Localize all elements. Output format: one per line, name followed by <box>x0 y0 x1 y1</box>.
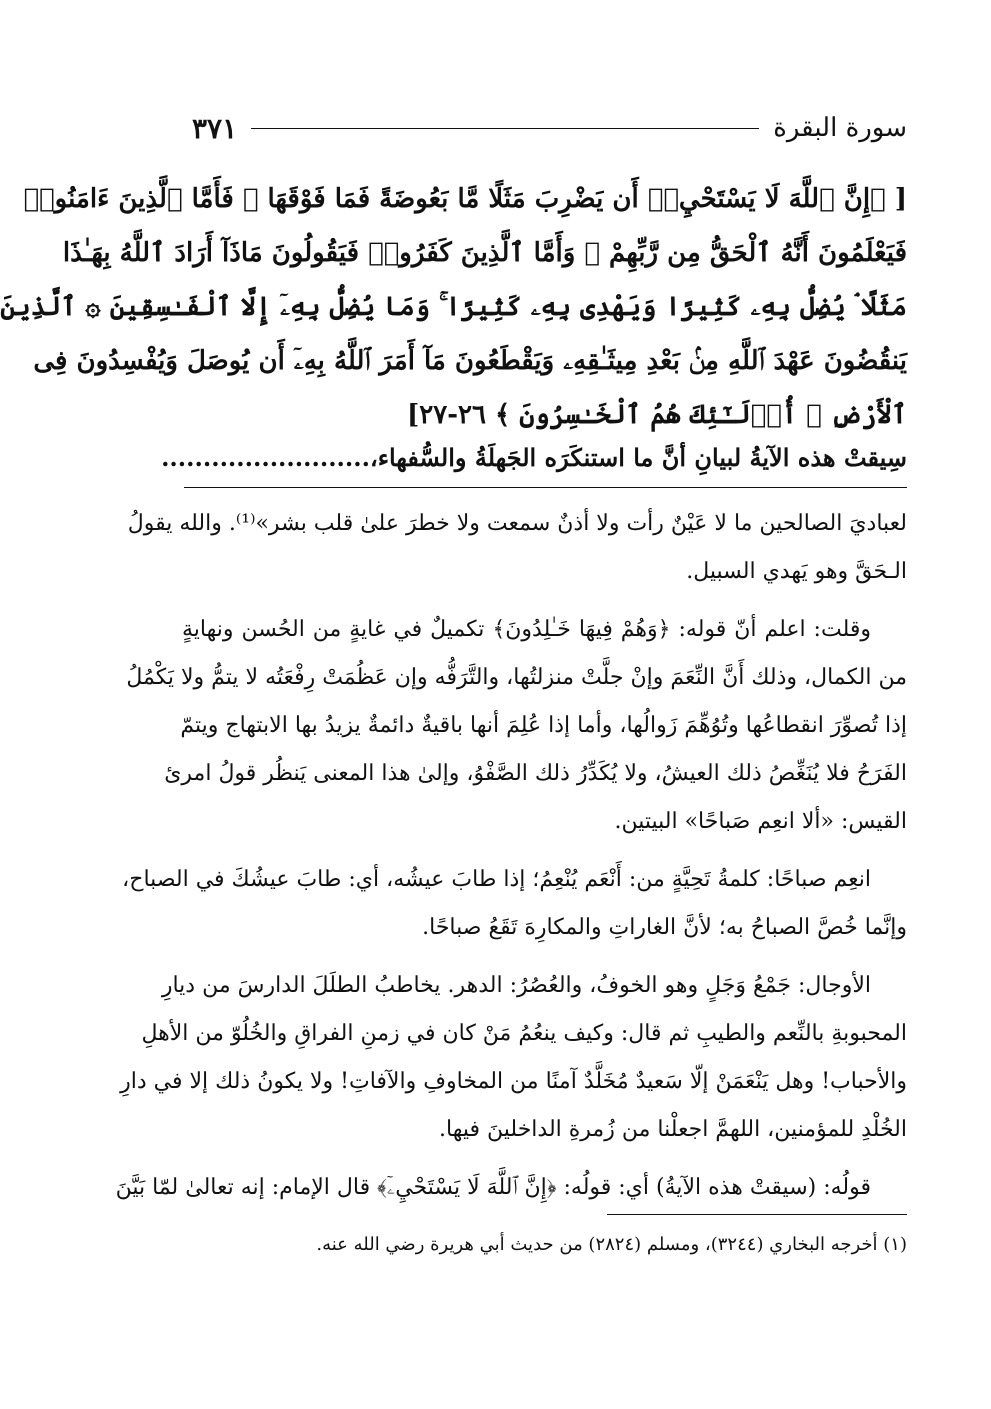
commentary-line: الفَرَحُ فلا يُنَغِّصُ ذلك العيشُ، ولا يُكَدِّرُ ذلك الصَّفْوُ، وإلىٰ هذا المعنى يَنظُر قولُ امرئ <box>164 761 907 786</box>
footnote-divider <box>607 1214 907 1215</box>
main-text-line: سِيقتْ هذه الآيةُ لبيانِ أنَّ ما استنكَرَه الجَهلَةُ والسُّفهاء،......................... <box>161 443 907 472</box>
commentary-block <box>115 500 907 1212</box>
commentary-line: إذا تُصوِّرَ انقطاعُها وتُوُهِّمَ زَوالُها، وأما إذا عُلِمَ أنها باقيةٌ دائمةٌ يزيدُ بها الابتهاج ويتمّ <box>180 713 907 738</box>
commentary-line: والأحباب! وهل يَنْعَمَنْ إلّا سَعيدٌ مُخَلَّدٌ آمنًا من المخاوفِ والآفاتِ! ولا يكونُ ذلك إلا في دارِ <box>120 1069 907 1094</box>
verse-line: فَيَعْلَمُونَ أَنَّهُ ٱلْحَقُّ مِن رَّبِّهِمْ ۖ وَأَمَّا ٱلَّذِينَ كَفَرُوا۟ فَيَقُولُونَ مَاذَآ أَرَادَ ٱللَّهُ بِهَـٰذَا <box>62 238 907 268</box>
commentary-line: لعباديَ الصالحين ما لا عَيْنٌ رأت ولا أذنٌ سمعت ولا خطرَ علىٰ قلب بشر»⁽¹⁾. والله يقولُ <box>127 511 907 536</box>
paragraph-gap <box>182 846 907 856</box>
verse-line: يَنقُضُونَ عَهْدَ ٱللَّهِ مِنۢ بَعْدِ مِيثَـٰقِهِۦ وَيَقْطَعُونَ مَآ أَمَرَ ٱللَّهُ بِهِۦٓ أَن يُوصَلَ وَيُفْسِدُونَ فِى <box>33 346 907 376</box>
commentary-line: انعِم صباحًا: كلمةُ تَحِيَّةٍ من: أَنْعَم يُنْعِمُ؛ إذا طابَ عيشُه، أي: طابَ عيشُكَ في الصباح، <box>122 867 871 892</box>
commentary-line: الـحَقَّ وهو يَهدي السبيل. <box>686 559 907 584</box>
quran-verse-block <box>0 172 907 442</box>
section-divider <box>184 487 907 488</box>
verse-line: [ ﴿إِنَّ ٱللَّهَ لَا يَسْتَحْيِۦٓ أَن يَضْرِبَ مَثَلًا مَّا بَعُوضَةً فَمَا فَوْقَهَا ۚ فَأَمَّا ٱلَّذِينَ ءَامَنُوا۟ <box>23 184 907 214</box>
commentary-line: من الكمال، وذلك أَنَّ النِّعَمَ وإنْ جلَّتْ منزلتُها، والتَّرَفُّه وإن عَظُمَتْ رِفْعَتُه لا يتمُّ ولا يَكْمُلُ <box>126 665 907 690</box>
commentary-line: قولُه: (سيقتْ هذه الآيةُ) أي: قولُه: ﴿إِنَّ ٱللَّهَ لَا يَسْتَحْيِۦٓ﴾ قال الإمام: إنه تعالىٰ لمّا بَيَّنَ <box>115 1175 871 1200</box>
commentary-line: وإنَّما خُصَّ الصباحُ به؛ لأنَّ الغاراتِ والمكارِهَ تَقَعُ صباحًا. <box>422 915 907 940</box>
verse-line: ٱلْأَرْضِ ۚ أُو۟لَـٰٓئِكَ هُمُ ٱلْخَـٰسِرُونَ ﴾ ٢٦-٢٧] <box>406 400 907 430</box>
running-header <box>192 108 907 148</box>
paragraph-gap <box>182 952 907 962</box>
commentary-line: الأوجال: جَمْعُ وَجَلٍ وهو الخوفُ، والعُصُرُ: الدهر. يخاطبُ الطلَلَ الدارسَ من ديارِ <box>161 973 871 998</box>
page-number: ٣٧١ <box>192 111 238 145</box>
paragraph-gap <box>182 596 907 606</box>
commentary-line: وقلت: اعلم أنّ قوله: ﴿وَهُمْ فِيهَا خَـٰلِدُونَ﴾ تكميلٌ في غايةٍ من الحُسن ونهايةٍ <box>182 617 871 642</box>
paragraph-gap <box>182 1154 907 1164</box>
commentary-line: الخُلْدِ للمؤمنين، اللهمَّ اجعلْنا من زُمرةِ الداخلينَ فيها. <box>439 1117 907 1142</box>
commentary-line: المحبوبةِ بالنِّعم والطيبِ ثم قال: وكيف ينعُمُ مَنْ كان في زمنِ الفراقِ والخُلُوّ من الأهلِ <box>141 1021 907 1046</box>
footnote: (١) أخرجه البخاري (٣٢٤٤)، ومسلم (٢٨٢٤) من حديث أبي هريرة رضي الله عنه. <box>316 1234 907 1255</box>
verse-line: مَثَلًا ۘ يُضِلُّ بِهِۦ كَثِيرًا وَيَهْدِى بِهِۦ كَثِيرًا ۚ وَمَا يُضِلُّ بِهِۦٓ إِلَّا ٱلْفَـٰسِقِينَ ۞ ٱلَّذِينَ <box>0 292 907 322</box>
surah-name: سورة البقرة <box>773 113 907 143</box>
header-rule <box>251 128 759 129</box>
commentary-line: القيس: «ألا انعِم صَباحًا» البيتين. <box>614 809 907 834</box>
